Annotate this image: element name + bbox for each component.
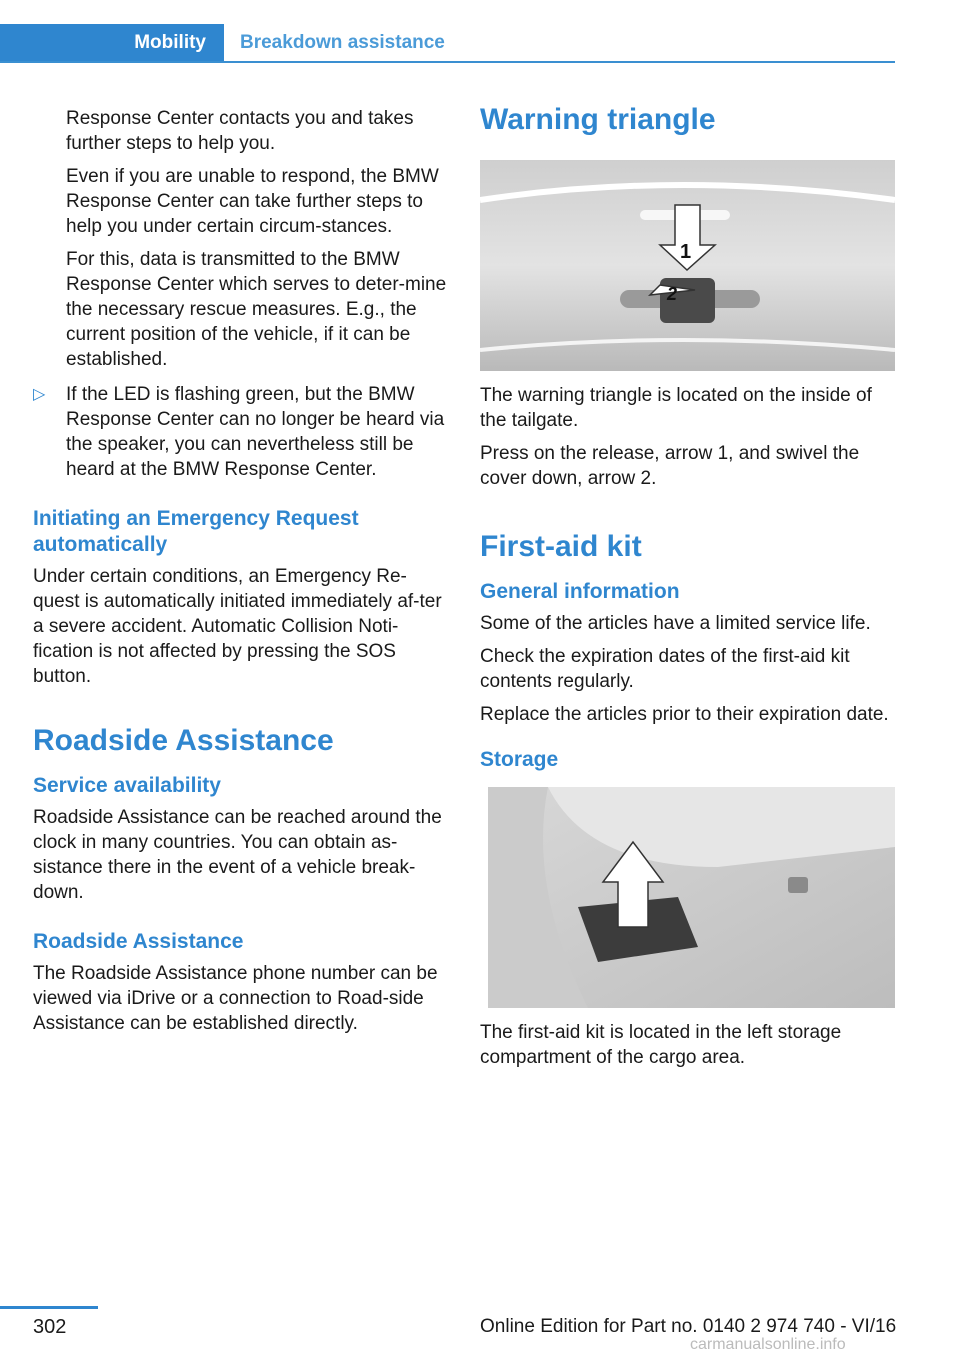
paragraph: Roadside Assistance can be reached around the clock in many countries. You can obtain as‐sistance there in the event of a vehicle break‐down. [33,807,442,903]
paragraph: Replace the articles prior to their expiration date. [480,704,889,725]
triangle-bullet-icon: ▷ [33,386,46,403]
list-item-text: If the LED is flashing green, but the BMW Response Center can no longer be heard via the speaker, you can nevertheless still be heard at the BMW Response Center. [66,384,445,480]
right-column [480,102,898,1070]
tailgate-illustration [480,160,895,371]
edition-footer: Online Edition for Part no. 0140 2 974 740 - VI/16 [480,1316,897,1337]
watermark: carmanualsonline.info [690,1336,846,1353]
paragraph: Response Center contacts you and takes further steps to help you. [66,108,414,154]
paragraph: Under certain conditions, an Emergency Re‐quest is automatically initiated immediately af‐ter a severe accident. Automatic Collision Noti‐fication is not affected by pressing the SOS button. [33,566,442,687]
paragraph: Some of the articles have a limited service life. [480,613,871,634]
figure-label-1: 1 [680,241,692,263]
page-number: 302 [33,1316,67,1338]
header-rule [0,61,895,63]
paragraph: For this, data is transmitted to the BMW Response Center which serves to deter‐mine the necessary rescue measures. E.g., the current position of the vehicle, if it can be established. [66,249,447,370]
section-heading: Service availability [33,774,221,797]
chapter-heading: Roadside Assistance [33,724,334,757]
section-heading: Initiating an Emergency Request automatically [33,507,359,556]
paragraph: Press on the release, arrow 1, and swivel the cover down, arrow 2. [480,443,860,489]
tab-breakdown-assistance[interactable]: Breakdown assistance [240,31,445,53]
warning-triangle-figure [480,160,895,371]
chapter-heading: First-aid kit [480,530,642,563]
section-heading: Storage [480,748,559,771]
paragraph: The Roadside Assistance phone number can be viewed via iDrive or a connection to Road‐side Assistance can be established directly. [33,963,438,1034]
chapter-heading: Warning triangle [480,103,716,136]
storage-figure [488,787,895,1008]
list-item [33,382,448,482]
paragraph: Even if you are unable to respond, the BMW Response Center can take further steps to help you under certain circum‐stances. [66,166,439,237]
section-heading: Roadside Assistance [33,930,244,953]
left-column [33,106,448,1036]
page-number-rule [0,1306,98,1309]
cargo-area-illustration [488,787,895,1008]
paragraph: Check the expiration dates of the first-aid kit contents regularly. [480,646,850,692]
section-heading: General information [480,580,680,603]
tab-mobility[interactable]: Mobility [0,24,224,61]
figure-label-2: 2 [667,284,678,304]
paragraph: The warning triangle is located on the inside of the tailgate. [480,385,872,431]
paragraph: The first-aid kit is located in the left storage compartment of the cargo area. [480,1022,842,1068]
